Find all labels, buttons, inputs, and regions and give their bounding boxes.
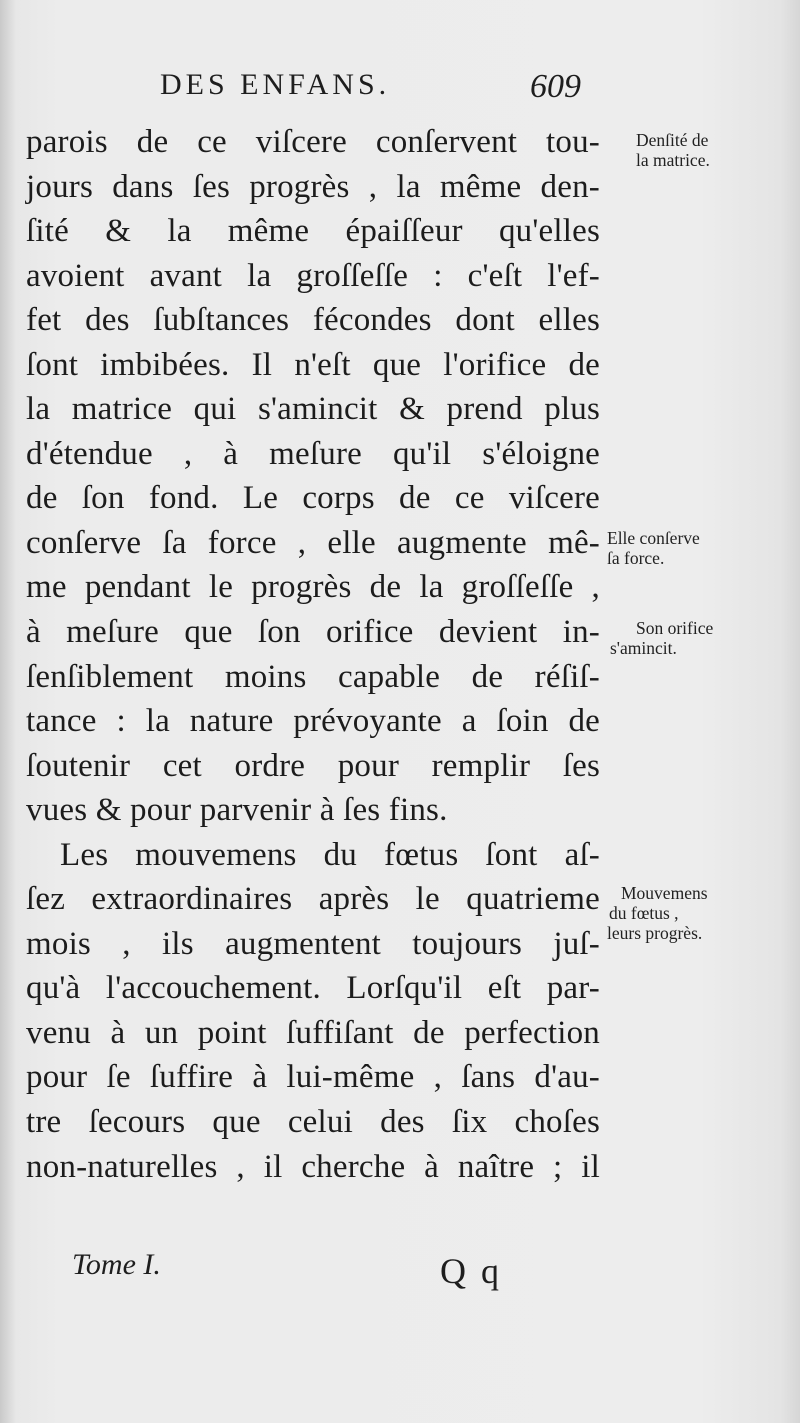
text-line: ſont imbibées. Il n'eſt que l'orifice de — [26, 346, 600, 383]
text-line: qu'à l'accouchement. Lorſqu'il eſt par- — [26, 970, 600, 1007]
marginal-note-orifice — [610, 618, 713, 658]
text-line: me pendant le progrès de la groſſeſſe , — [26, 569, 600, 606]
marginal-note-movements — [607, 883, 708, 943]
text-line: ſenſiblement moins capable de réſiſ- — [26, 658, 600, 695]
text-line: pour ſe ſuffire à lui-même , ſans d'au- — [26, 1059, 600, 1096]
marginal-note-line: Son orifice — [636, 618, 714, 638]
text-line: venu à un point ſuffiſant de perfection — [26, 1014, 600, 1051]
marginal-note-line: Denſité de — [636, 130, 709, 150]
marginal-note-line: la matrice. — [636, 150, 710, 170]
marginal-note-line: Mouvemens — [621, 883, 708, 903]
text-line: fet des ſubſtances fécondes dont elles — [26, 302, 600, 339]
text-line: vues & pour parvenir à ſes fins. — [26, 792, 448, 829]
text-line: Les mouvemens du fœtus ſont aſ- — [60, 836, 600, 873]
text-line: mois , ils augmentent toujours juſ- — [26, 925, 600, 962]
marginal-note-density — [636, 130, 710, 170]
text-line: ſez extraordinaires après le quatrieme — [26, 881, 600, 918]
text-line: de ſon fond. Le corps de ce viſcere — [26, 480, 600, 517]
text-line: tance : la nature prévoyante a ſoin de — [26, 703, 600, 740]
volume-label: Tome I. — [72, 1248, 161, 1281]
text-line: conſerve ſa force , elle augmente mê- — [26, 524, 600, 561]
text-line: parois de ce viſcere conſervent tou- — [26, 124, 600, 160]
text-line: ſoutenir cet ordre pour remplir ſes — [26, 747, 600, 784]
text-line: jours dans ſes progrès , la même den- — [26, 168, 600, 205]
text-line: d'étendue , à meſure qu'il s'éloigne — [26, 435, 600, 472]
text-line: ſité & la même épaiſſeur qu'elles — [26, 213, 600, 250]
marginal-note-line: du fœtus , — [609, 903, 679, 923]
text-line: la matrice qui s'amincit & prend plus — [26, 391, 600, 428]
text-line: à meſure que ſon orifice devient in- — [26, 614, 600, 651]
body-text — [26, 120, 600, 1189]
marginal-note-line: s'amincit. — [610, 638, 677, 658]
running-head: DES ENFANS. — [160, 68, 391, 101]
text-line: tre ſecours que celui des ſix choſes — [26, 1104, 600, 1141]
text-line: non-naturelles , il cherche à naître ; il — [26, 1148, 600, 1185]
marginal-note-line: Elle conſerve — [607, 528, 700, 548]
page-number: 609 — [530, 68, 581, 105]
marginal-note-line: leurs progrès. — [607, 923, 703, 943]
text-line: avoient avant la groſſeſſe : c'eſt l'ef- — [26, 257, 600, 294]
marginal-note-line: ſa force. — [607, 548, 665, 568]
signature-mark: Q q — [440, 1251, 502, 1291]
marginal-note-force — [607, 528, 700, 568]
